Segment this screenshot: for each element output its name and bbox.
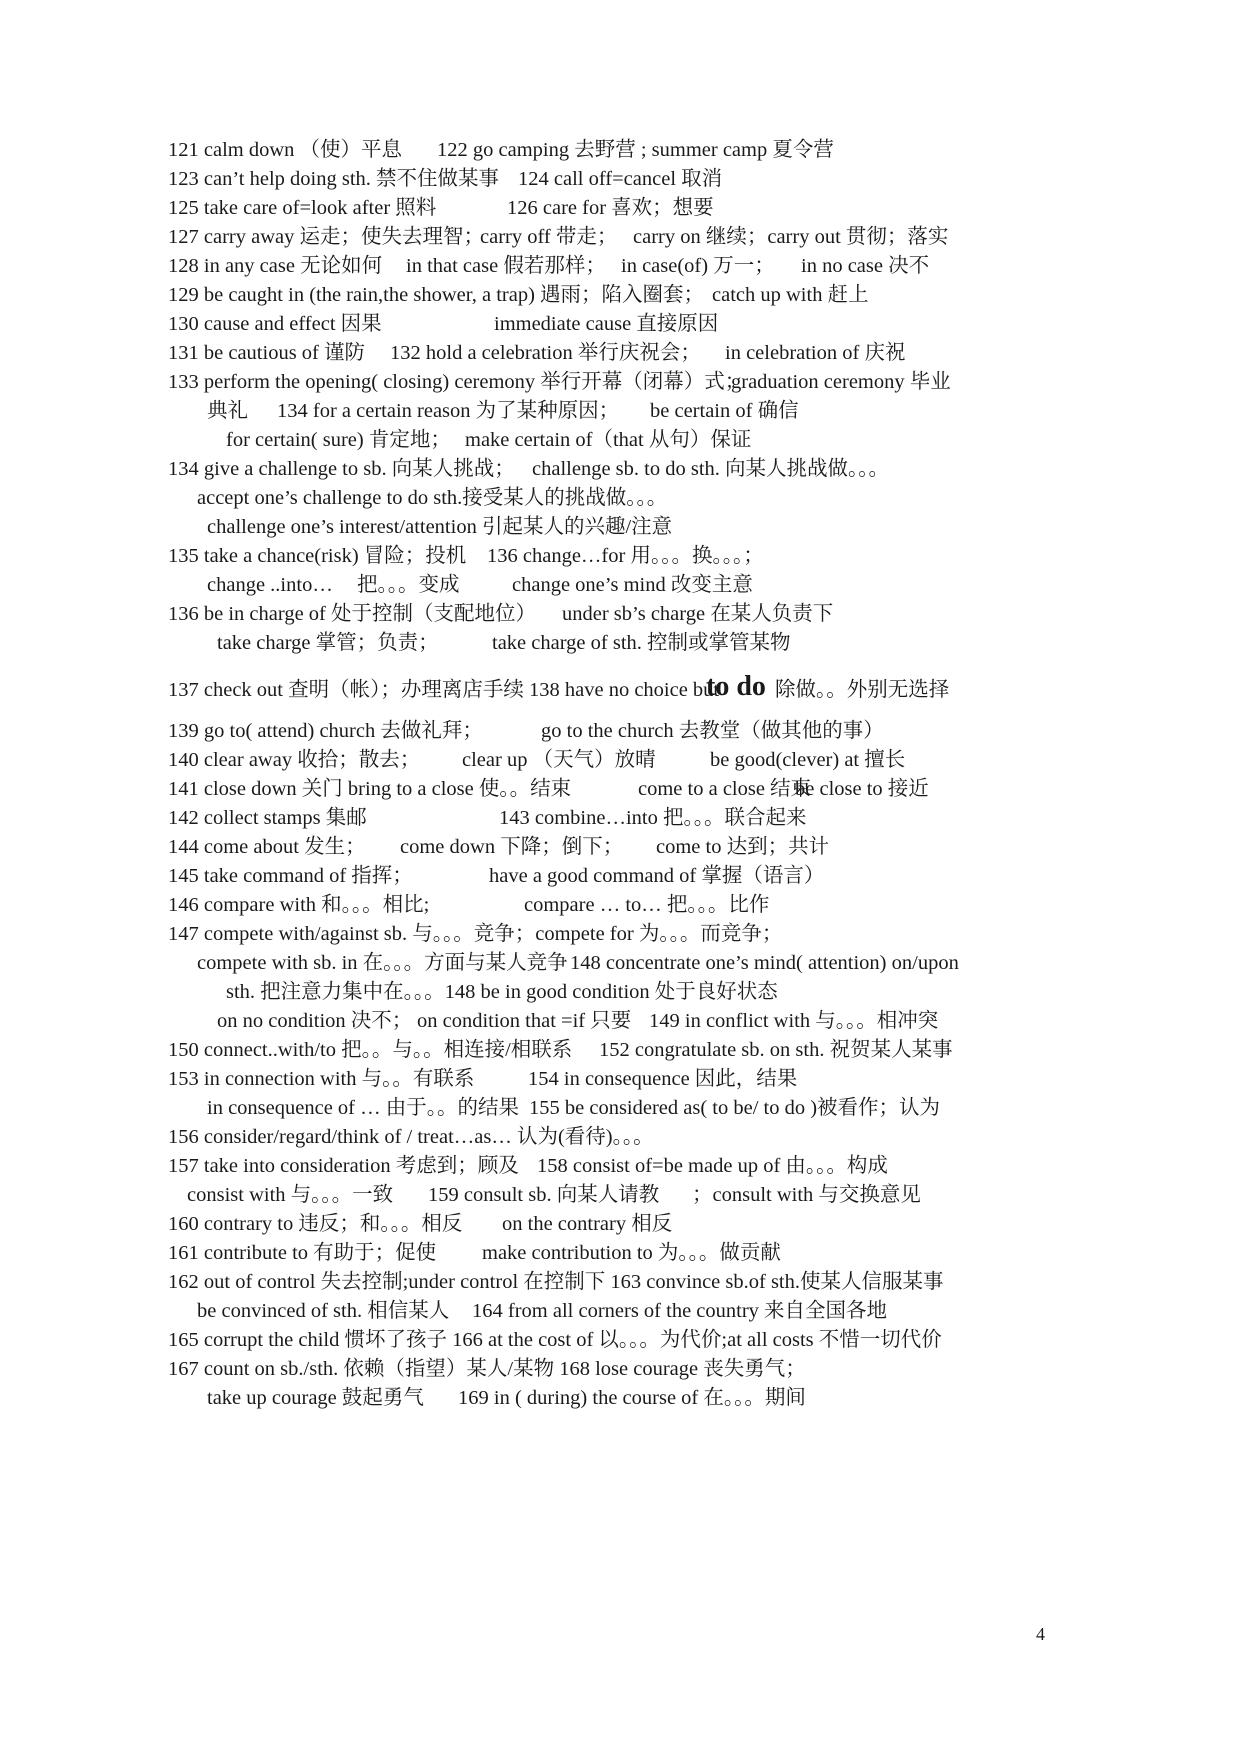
phrase-121: 121 calm down （使）平息 [168,139,403,161]
line-42 [0,1353,1241,1385]
phrase-change-into: change ..into… [207,574,333,596]
phrase-in-consequence-of: in consequence of … 由于。。的结果 [207,1097,519,1119]
line-1 [0,134,1241,166]
phrase-dianli: 典礼 [207,400,248,422]
phrase-in-celebration-of: in celebration of 庆祝 [725,342,906,364]
phrase-compete-in: compete with sb. in 在。。。方面与某人竞争 [197,952,568,974]
line-32 [0,1063,1241,1095]
phrase-125: 125 take care of=look after 照料 [168,197,437,219]
line-2 [0,163,1241,195]
line-21 [0,744,1241,776]
phrase-be-convinced-of: be convinced of sth. 相信某人 [197,1300,450,1322]
phrase-144: 144 come about 发生； [168,836,366,858]
phrase-149: 149 in conflict with 与。。。相冲突 [649,1010,939,1032]
phrase-156: 156 consider/regard/think of / treat…as… 认为(看待)。。。 [168,1126,654,1148]
line-37 [0,1208,1241,1240]
phrase-136b: 136 be in charge of 处于控制（支配地位） [168,603,536,625]
phrase-139: 139 go to( attend) church 去做礼拜； [168,720,483,742]
phrase-136a: 136 change…for 用。。。换。。。； [487,545,764,567]
phrase-consist-with: consist with 与。。。一致 [187,1184,394,1206]
phrase-challenge-sb: challenge sb. to do sth. 向某人挑战做。。。 [532,458,890,480]
line-12 [0,453,1241,485]
phrase-carry-off: carry off 带走； [480,226,618,248]
phrase-on-condition-that: on condition that =if 只要 [417,1010,632,1032]
phrase-be-good-at: be good(clever) at 擅长 [710,749,906,771]
phrase-164: 164 from all corners of the country 来自全国各地 [472,1300,888,1322]
phrase-169: 169 in ( during) the course of 在。。。期间 [458,1387,806,1409]
phrase-165-166: 165 corrupt the child 惯坏了孩子 166 at the cost of 以。。。为代价;at all costs 不惜一切代价 [168,1329,942,1351]
phrase-159: 159 consult sb. 向某人请教 [428,1184,660,1206]
phrase-158: 158 consist of=be made up of 由。。。构成 [537,1155,888,1177]
phrase-clear-up: clear up （天气）放晴 [462,749,656,771]
line-29 [0,976,1241,1008]
phrase-on-the-contrary: on the contrary 相反 [502,1213,673,1235]
phrase-take-up-courage: take up courage 鼓起勇气 [207,1387,424,1409]
line-38 [0,1237,1241,1269]
phrase-129: 129 be caught in (the rain,the shower, a trap) 遇雨；陷入圈套； [168,284,705,306]
phrase-be-close-to: be close to 接近 [795,778,929,800]
phrase-graduation-ceremony: graduation ceremony 毕业 [731,371,951,393]
phrase-141: 141 close down 关门 bring to a close 使。。结束 [168,778,572,800]
phrase-134b: 134 give a challenge to sb. 向某人挑战； [168,458,515,480]
phrase-127: 127 carry away 运走；使失去理智； [168,226,484,248]
phrase-148b: sth. 把注意力集中在。。。148 be in good condition 处于良好状态 [226,981,778,1003]
line-33 [0,1092,1241,1124]
phrase-carry-on: carry on 继续；carry out 贯彻；落实 [633,226,949,248]
line-26 [0,889,1241,921]
line-15 [0,540,1241,572]
phrase-140: 140 clear away 收拾；散去； [168,749,421,771]
line-22 [0,773,1241,805]
phrase-under-charge: under sb’s charge 在某人负责下 [562,603,834,625]
phrase-123: 123 can’t help doing sth. 禁不住做某事 [168,168,500,190]
line-39 [0,1266,1241,1298]
phrase-on-no-condition: on no condition 决不； [217,1010,413,1032]
line-16 [0,569,1241,601]
phrase-134a: 134 for a certain reason 为了某种原因； [277,400,620,422]
phrase-in-no-case: in no case 决不 [801,255,930,277]
phrase-immediate-cause: immediate cause 直接原因 [494,313,719,335]
phrase-157: 157 take into consideration 考虑到；顾及 [168,1155,519,1177]
line-5 [0,250,1241,282]
phrase-chu-zuo: 除做。。外别无选择 [775,679,950,701]
line-30 [0,1005,1241,1037]
phrase-take-charge-of: take charge of sth. 控制或掌管某物 [492,632,791,654]
phrase-167-168: 167 count on sb./sth. 依赖（指望）某人/某物 168 lose courage 丧失勇气； [168,1358,806,1380]
phrase-ba-biancheng: 把。。。变成 [357,574,460,596]
line-28 [0,947,1241,979]
line-24 [0,831,1241,863]
line-9 [0,366,1241,398]
phrase-challenge-interest: challenge one’s interest/attention 引起某人的兴趣/注意 [207,516,673,538]
phrase-146: 146 compare with 和。。。相比; [168,894,430,916]
page-number: 4 [1036,1624,1045,1644]
phrase-for-certain: for certain( sure) 肯定地； [226,429,451,451]
line-19 [0,671,1241,706]
phrase-compare-to: compare … to… 把。。。比作 [524,894,770,916]
line-13 [0,482,1241,514]
line-23 [0,802,1241,834]
line-36 [0,1179,1241,1211]
phrase-122: 122 go camping 去野营 ; summer camp 夏令营 [437,139,834,161]
line-43 [0,1382,1241,1414]
phrase-147: 147 compete with/against sb. 与。。。竞争；compete for 为。。。而竞争； [168,923,783,945]
phrase-145: 145 take command of 指挥； [168,865,413,887]
phrase-in-that-case: in that case 假若那样； [406,255,606,277]
phrase-make-certain-of: make certain of（that 从句）保证 [465,429,752,451]
line-8 [0,337,1241,369]
phrase-142: 142 collect stamps 集邮 [168,807,367,829]
phrase-in-case-of: in case(of) 万一； [621,255,775,277]
line-40 [0,1295,1241,1327]
phrase-come-to: come to 达到；共计 [656,836,830,858]
phrase-137-138: 137 check out 查明（帐）；办理离店手续 138 have no choice but [168,679,720,701]
phrase-124: 124 call off=cancel 取消 [518,168,723,190]
phrase-128: 128 in any case 无论如何 [168,255,383,277]
phrase-143: 143 combine…into 把。。。联合起来 [499,807,807,829]
line-34 [0,1121,1241,1153]
phrase-161: 161 contribute to 有助于；促使 [168,1242,437,1264]
line-6 [0,279,1241,311]
phrase-162-163: 162 out of control 失去控制;under control 在控制下 163 convince sb.of sth.使某人信服某事 [168,1271,944,1293]
line-3 [0,192,1241,224]
phrase-catch-up-with: catch up with 赶上 [712,284,869,306]
line-7 [0,308,1241,340]
phrase-133: 133 perform the opening( closing) ceremony 举行开幕（闭幕）式； [168,371,746,393]
line-35 [0,1150,1241,1182]
phrase-155: 155 be considered as( to be/ to do )被看作；认为 [529,1097,941,1119]
phrase-132: 132 hold a celebration 举行庆祝会； [390,342,701,364]
line-41 [0,1324,1241,1356]
phrase-change-mind: change one’s mind 改变主意 [512,574,753,596]
phrase-154: 154 in consequence 因此，结果 [528,1068,798,1090]
line-14 [0,511,1241,543]
phrase-accept-challenge: accept one’s challenge to do sth.接受某人的挑战做。。。 [197,487,668,509]
line-4 [0,221,1241,253]
line-11 [0,424,1241,456]
line-20 [0,715,1241,747]
line-10 [0,395,1241,427]
phrase-135: 135 take a chance(risk) 冒险；投机 [168,545,467,567]
phrase-make-contribution: make contribution to 为。。。做贡献 [482,1242,781,1264]
phrase-160: 160 contrary to 违反；和。。。相反 [168,1213,463,1235]
phrase-126: 126 care for 喜欢；想要 [507,197,714,219]
phrase-153: 153 in connection with 与。。有联系 [168,1068,475,1090]
phrase-150: 150 connect..with/to 把。。与。。相连接/相联系 [168,1039,573,1061]
phrase-131: 131 be cautious of 谨防 [168,342,365,364]
phrase-130: 130 cause and effect 因果 [168,313,382,335]
line-27 [0,918,1241,950]
line-31 [0,1034,1241,1066]
phrase-come-down: come down 下降；倒下； [400,836,624,858]
phrase-148a: 148 concentrate one’s mind( attention) on/upon [570,952,959,974]
phrase-go-to-the-church: go to the church 去教堂（做其他的事） [541,720,884,742]
phrase-consult-with: ；consult with 与交换意见 [692,1184,921,1206]
phrase-be-certain-of: be certain of 确信 [650,400,799,422]
phrase-152: 152 congratulate sb. on sth. 祝贺某人某事 [599,1039,953,1061]
line-17 [0,598,1241,630]
line-18 [0,627,1241,659]
phrase-take-charge: take charge 掌管；负责； [217,632,439,654]
phrase-to-do-bold: to do [706,671,766,702]
line-25 [0,860,1241,892]
phrase-good-command: have a good command of 掌握（语言） [489,865,825,887]
phrase-come-to-a-close: come to a close 结束 [638,778,812,800]
